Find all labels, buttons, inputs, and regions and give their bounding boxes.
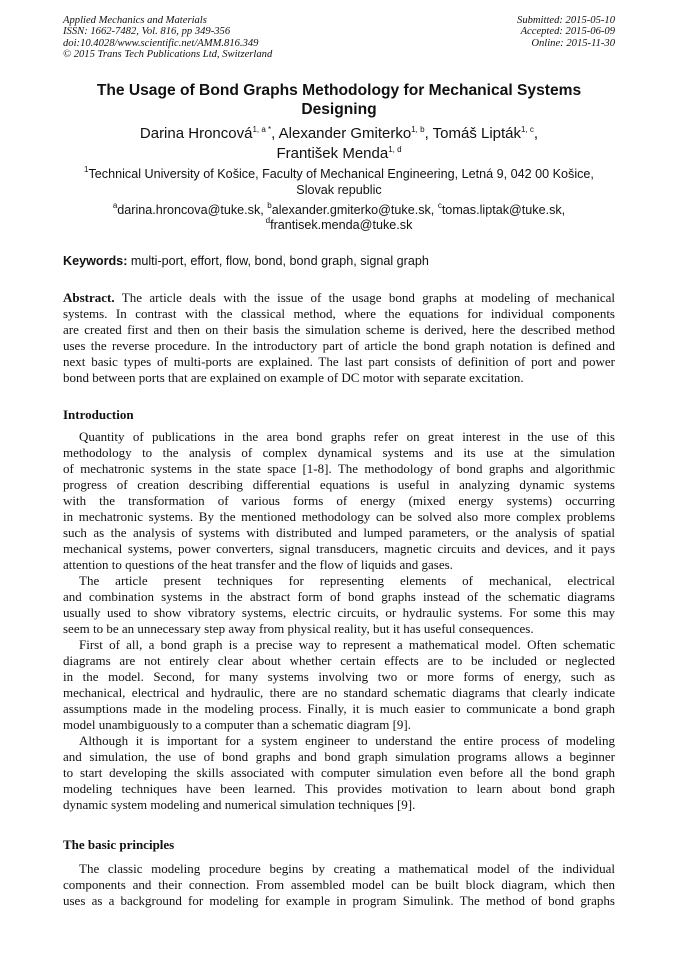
text-line: mechanical systems, power converters, signal transducers, magnetic circuits and devices, and it pays: [63, 541, 615, 556]
text-line: model unambiguously to a computer than a schematic diagram [9].: [63, 717, 412, 732]
text-line: dynamic system modeling and numerical simulation techniques [9].: [63, 797, 416, 812]
affil-line: Technical University of Košice, Faculty of Mechanical Engineering, Letná 9, 042 00 Košice,: [88, 167, 594, 181]
email-link[interactable]: tomas.liptak@tuke.sk,: [441, 203, 566, 217]
text-line: are created first and then on their basis the simulation scheme is derived, here the described method: [63, 322, 615, 337]
abstract-text: The article deals with the issue of the usage bond graphs at modeling of mechanical: [121, 290, 615, 305]
doi[interactable]: doi:10.4028/www.scientific.net/AMM.816.349: [63, 37, 259, 49]
paragraph: [63, 429, 615, 573]
section-basic-principles-body: [63, 861, 615, 909]
abstract-label: Abstract.: [63, 290, 115, 305]
author-affil: 1, c: [521, 125, 534, 134]
text-line: methodology to the analysis of complex dynamical systems and its use at the simulation: [63, 445, 615, 460]
separator: ,: [533, 125, 539, 142]
text-line: progress of creation describing differential equations is useful in analyzing dynamic systems: [63, 477, 615, 492]
email-link[interactable]: alexander.gmiterko@tuke.sk,: [271, 203, 438, 217]
text-line: usually used to show vibratory systems, electric circuits, or hydraulic systems. For some this may: [63, 605, 615, 620]
online-date: Online: 2015-11-30: [531, 37, 615, 49]
paper-title: [40, 81, 638, 119]
email-sup: a: [112, 201, 118, 210]
copyright: © 2015 Trans Tech Publications Ltd, Switzerland: [63, 48, 273, 60]
text-line: The article present techniques for representing elements of mechanical, electrical: [79, 573, 615, 588]
email-link[interactable]: darina.hroncova@tuke.sk,: [117, 203, 268, 217]
email-link[interactable]: frantisek.menda@tuke.sk: [270, 218, 413, 232]
text-line: such as the analysis of systems with distributed and lumped parameters, or the analysis of spatial: [63, 525, 615, 540]
text-line: to start developing the skills associated with computer simulation even before all the bond graph: [63, 765, 615, 780]
text-line: bond between ports that are explained on example of DC motor with separate excitation.: [63, 370, 524, 385]
section-heading: The basic principles: [63, 837, 175, 852]
paragraph: [63, 637, 615, 733]
author-name: Darina Hroncová: [139, 125, 253, 142]
journal-name: Applied Mechanics and Materials: [63, 15, 207, 26]
email-sup: b: [267, 201, 272, 210]
author-name: Alexander Gmiterko: [278, 125, 412, 142]
author-affil: 1, d: [388, 145, 402, 154]
text-line: of mechatronic systems in the state space [1-8]. The methodology of bond graphs and algorithmic: [63, 461, 615, 476]
separator: ,: [424, 125, 433, 142]
text-line: uses as a background for modeling for example in program Simulink. The method of bond graphs: [63, 893, 615, 908]
separator: ,: [271, 125, 279, 142]
paragraph: [63, 861, 615, 909]
author-name: Tomáš Lipták: [432, 125, 522, 142]
affil-line: Slovak republic: [296, 183, 382, 197]
emails: [40, 203, 638, 233]
author-name: František Menda: [276, 145, 389, 162]
issn-volume: ISSN: 1662-7482, Vol. 816, pp 349-356: [63, 26, 231, 38]
paragraph: [63, 573, 615, 637]
text-line: diagrams are not entirely clear about whether certain effects are to be included or neglected: [63, 653, 615, 668]
text-line: [63, 290, 615, 306]
text-line: mechanical, electrical and hydraulic, there are no standard schematic diagrams that clearly indicate: [63, 685, 615, 700]
text-line: First of all, a bond graph is a precise way to represent a mathematical model. Often schematic: [79, 637, 615, 652]
text-line: next basic types of multi-ports are explained. The last part consists of definition of port and power: [63, 354, 615, 369]
text-line: and simulation, the use of bond graphs and bond graph simulation programs allows a beginner: [63, 749, 615, 764]
keywords-text: multi-port, effort, flow, bond, bond graph, signal graph: [127, 254, 429, 268]
affil-sup: 1: [84, 165, 89, 174]
text-line: seem to be an unnecessary step away from physical reality, but it has useful consequences.: [63, 621, 534, 636]
text-line: attention to questions of the heat transfer and the flow of liquids and gases.: [63, 557, 453, 572]
text-line: modeling techniques have been learned. This provides motivation to learn about bond graph: [63, 781, 615, 796]
email-sup: c: [437, 201, 442, 210]
affiliation: [40, 166, 638, 198]
text-line: The classic modeling procedure begins by creating a mathematical model of the individual: [79, 861, 615, 876]
text-line: uses the reverse procedure. In the introductory part of article the bond graph notation is defined and: [63, 338, 615, 353]
dates-info: [517, 15, 615, 49]
author-affil: 1, b: [411, 125, 425, 134]
text-line: assumptions made in the modeling process. Finally, it is much easier to communicate a bond graph: [63, 701, 615, 716]
submitted-date: Submitted: 2015-05-10: [517, 15, 615, 26]
title-line: Designing: [301, 101, 377, 118]
abstract: [63, 290, 615, 386]
section-introduction-body: [63, 429, 615, 813]
email-sup: d: [265, 216, 271, 225]
text-line: Quantity of publications in the area bond graphs refer on great interest in the use of this: [79, 429, 615, 444]
journal-info: [63, 15, 272, 60]
text-line: in mechatronic systems. By the mentioned methodology can be solved also more complex problems: [63, 509, 615, 524]
section-heading: Introduction: [63, 407, 134, 422]
accepted-date: Accepted: 2015-06-09: [520, 26, 615, 38]
text-line: with the transformation of various forms of energy (mixed energy systems) occurring: [63, 493, 615, 508]
text-line: systems. In contrast with the classical method, where the equations for individual components: [63, 306, 615, 321]
keywords-label: Keywords:: [63, 254, 128, 268]
text-line: in the model. Second, for many systems involving two or more forms of energy, such as: [63, 669, 615, 684]
author-affil: 1, a *: [252, 125, 272, 134]
text-line: and combination systems in the abstract form of bond graphs instead of the schematic diagrams: [63, 589, 615, 604]
authors: [40, 124, 638, 164]
keywords: [63, 254, 429, 268]
title-line: The Usage of Bond Graphs Methodology for Mechanical Systems: [96, 82, 582, 99]
paragraph: [63, 733, 615, 813]
text-line: Although it is important for a system engineer to understand the entire process of modeling: [79, 733, 615, 748]
text-line: components and their connection. From assembled model can be built block diagram, which then: [63, 877, 615, 892]
